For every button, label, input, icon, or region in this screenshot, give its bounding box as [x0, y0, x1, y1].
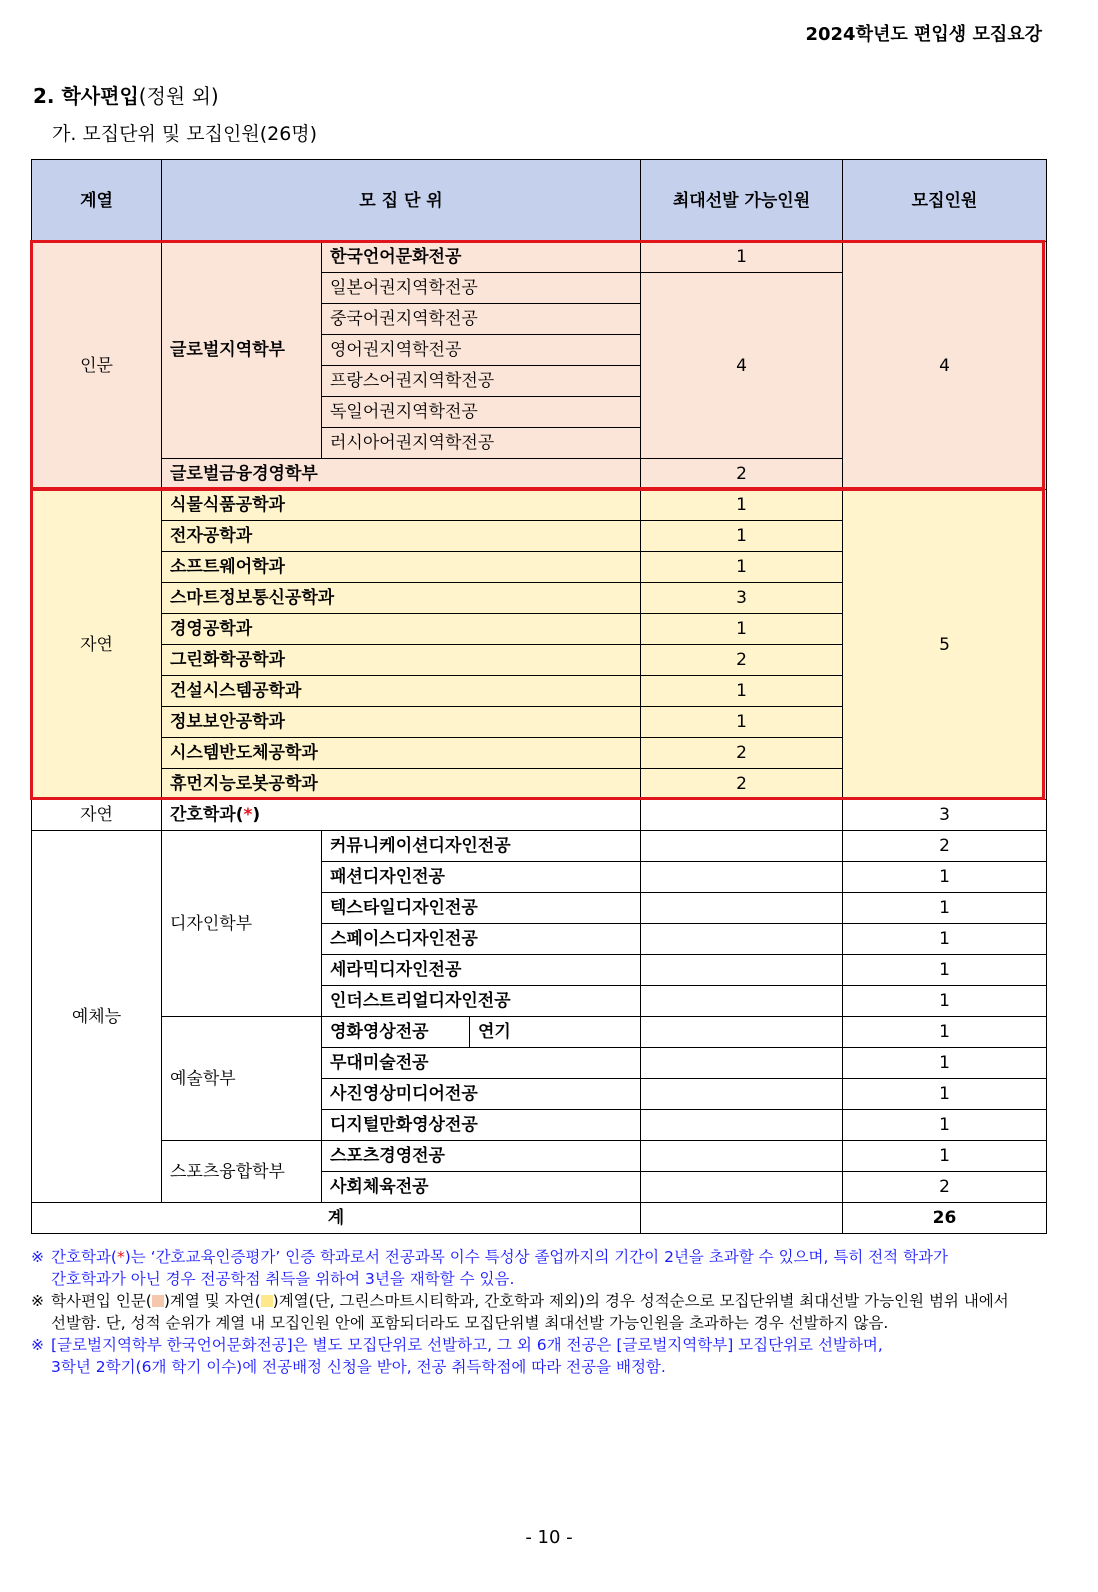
- note-mark: ※: [31, 1336, 44, 1354]
- header-unit: 모 집 단 위: [162, 160, 641, 242]
- quota-cell: 2: [843, 1172, 1047, 1203]
- header-quota: 모집인원: [843, 160, 1047, 242]
- max-select-cell: [641, 862, 843, 893]
- max-select-cell: 2: [641, 738, 843, 769]
- category-nursing: 자연: [32, 800, 162, 831]
- max-select-cell: 2: [641, 645, 843, 676]
- school-art: 예술학부: [162, 1017, 322, 1141]
- note-text: [글로벌지역학부 한국언어문화전공]은 별도 모집단위로 선발하고, 그 외 6개 전공은 [글로벌지역학부] 모집단위로 선발하며,: [51, 1336, 883, 1354]
- max-select-cell: [641, 831, 843, 862]
- total-value: 26: [843, 1203, 1047, 1234]
- max-select-cell: 1: [641, 521, 843, 552]
- max-select-cell: [641, 1203, 843, 1234]
- page-number: - 10 -: [525, 1527, 573, 1548]
- track-cell: 연기: [470, 1017, 641, 1048]
- major-cell: 무대미술전공: [322, 1048, 641, 1079]
- dept-cell: 건설시스템공학과: [162, 676, 641, 707]
- note-text: 간호학과가 아닌 경우 전공학점 취득을 위하여 3년을 재학할 수 있음.: [51, 1270, 515, 1288]
- major-cell: 스포츠경영전공: [322, 1141, 641, 1172]
- quota-cell: 1: [843, 1141, 1047, 1172]
- table-row: [32, 242, 1047, 273]
- quota-cell: 1: [843, 1110, 1047, 1141]
- section-number: 2.: [33, 84, 55, 108]
- document-header-title: 2024학년도 편입생 모집요강: [805, 24, 1042, 45]
- yellow-swatch-icon: [261, 1295, 273, 1307]
- dept-cell: 전자공학과: [162, 521, 641, 552]
- note-mark: ※: [31, 1248, 44, 1266]
- max-select-cell: 1: [641, 242, 843, 273]
- max-select-cell: [641, 1048, 843, 1079]
- max-select-cell: [641, 1172, 843, 1203]
- major-cell: 독일어권지역학전공: [322, 397, 641, 428]
- section-title: [33, 80, 219, 109]
- max-select-cell: 2: [641, 769, 843, 800]
- table-row: [32, 800, 1047, 831]
- recruitment-table: [31, 159, 1047, 1234]
- max-select-cell: 1: [641, 614, 843, 645]
- max-select-cell: [641, 1017, 843, 1048]
- max-select-cell: [641, 893, 843, 924]
- max-select-cell: [641, 800, 843, 831]
- max-select-cell: 1: [641, 676, 843, 707]
- max-select-group: 4: [641, 273, 843, 459]
- dept-cell: 휴먼지능로봇공학과: [162, 769, 641, 800]
- category-arts: 예체능: [32, 831, 162, 1203]
- quota-science: 5: [843, 490, 1047, 800]
- quota-humanities: 4: [843, 242, 1047, 490]
- table-row: [32, 831, 1047, 862]
- major-cell: 사진영상미디어전공: [322, 1079, 641, 1110]
- dept-cell: 시스템반도체공학과: [162, 738, 641, 769]
- major-cell: 일본어권지역학전공: [322, 273, 641, 304]
- dept-cell: 그린화학공학과: [162, 645, 641, 676]
- total-label: 계: [32, 1203, 641, 1234]
- quota-cell: 1: [843, 924, 1047, 955]
- major-cell: 프랑스어권지역학전공: [322, 366, 641, 397]
- quota-cell: 1: [843, 955, 1047, 986]
- max-select-cell: [641, 1141, 843, 1172]
- school-sports: 스포츠융합학부: [162, 1141, 322, 1203]
- note-nursing: [31, 1246, 1051, 1290]
- major-cell: 스페이스디자인전공: [322, 924, 641, 955]
- table-total-row: [32, 1203, 1047, 1234]
- max-select-cell: 1: [641, 707, 843, 738]
- quota-cell: 1: [843, 1048, 1047, 1079]
- pink-swatch-icon: [152, 1295, 164, 1307]
- max-select-cell: 1: [641, 490, 843, 521]
- dept-nursing: [162, 800, 641, 831]
- category-humanities: 인문: [32, 242, 162, 490]
- note-mark: ※: [31, 1292, 44, 1310]
- table-row: [32, 490, 1047, 521]
- quota-cell: 1: [843, 1017, 1047, 1048]
- table-row: [32, 1141, 1047, 1172]
- major-cell: 중국어권지역학전공: [322, 304, 641, 335]
- max-select-cell: 2: [641, 459, 843, 490]
- dept-cell: 식물식품공학과: [162, 490, 641, 521]
- asterisk-mark: *: [243, 805, 253, 825]
- category-science: 자연: [32, 490, 162, 800]
- asterisk-mark: *: [116, 1248, 125, 1266]
- school-global-regional: 글로벌지역학부: [162, 242, 322, 459]
- section-title-rest: (정원 외): [138, 84, 219, 108]
- major-cell: 사회체육전공: [322, 1172, 641, 1203]
- note-text: )는 ‘간호교육인증평가’ 인증 학과로서 전공과목 이수 특성상 졸업까지의 기간이 2년을 초과할 수 있으며, 특히 전적 학과가: [124, 1248, 949, 1266]
- dept-cell: 소프트웨어학과: [162, 552, 641, 583]
- note-text: )계열(단, 그린스마트시티학과, 간호학과 제외)의 경우 성적순으로 모집단위별 최대선발 가능인원 범위 내에서: [272, 1292, 1009, 1310]
- table-header-row: [32, 160, 1047, 242]
- quota-cell: 1: [843, 986, 1047, 1017]
- major-cell: 텍스타일디자인전공: [322, 893, 641, 924]
- quota-cell: 1: [843, 862, 1047, 893]
- major-cell: 인더스트리얼디자인전공: [322, 986, 641, 1017]
- quota-cell: 3: [843, 800, 1047, 831]
- major-cell: 영어권지역학전공: [322, 335, 641, 366]
- max-select-cell: [641, 986, 843, 1017]
- max-select-cell: [641, 1079, 843, 1110]
- note-global-regional: [31, 1334, 1051, 1378]
- nursing-close: ): [252, 805, 261, 825]
- note-text: )계열 및 자연(: [163, 1292, 261, 1310]
- section-title-bold: 학사편입: [61, 84, 139, 108]
- quota-cell: 1: [843, 1079, 1047, 1110]
- table-row: [32, 1017, 1047, 1048]
- school-design: 디자인학부: [162, 831, 322, 1017]
- max-select-cell: [641, 1110, 843, 1141]
- dept-cell: 경영공학과: [162, 614, 641, 645]
- note-text: 학사편입 인문(: [51, 1292, 152, 1310]
- max-select-cell: [641, 924, 843, 955]
- header-max-select: 최대선발 가능인원: [641, 160, 843, 242]
- header-category: 계열: [32, 160, 162, 242]
- major-cell: 한국언어문화전공: [322, 242, 641, 273]
- major-cell: 러시아어권지역학전공: [322, 428, 641, 459]
- note-text: 선발함. 단, 성적 순위가 계열 내 모집인원 안에 포함되더라도 모집단위별 최대선발 가능인원을 초과하는 경우 선발하지 않음.: [51, 1314, 889, 1332]
- quota-cell: 2: [843, 831, 1047, 862]
- max-select-cell: [641, 955, 843, 986]
- quota-cell: 1: [843, 893, 1047, 924]
- dept-cell: 스마트정보통신공학과: [162, 583, 641, 614]
- notes-section: [31, 1246, 1051, 1378]
- major-cell: 커뮤니케이션디자인전공: [322, 831, 641, 862]
- note-selection: [31, 1290, 1051, 1334]
- note-text: 3학년 2학기(6개 학기 이수)에 전공배정 신청을 받아, 전공 취득학점에 따라 전공을 배정함.: [51, 1358, 666, 1376]
- major-cell: 영화영상전공: [322, 1017, 470, 1048]
- dept-cell: 정보보안공학과: [162, 707, 641, 738]
- max-select-cell: 1: [641, 552, 843, 583]
- nursing-name: 간호학과(: [170, 805, 244, 825]
- subsection-title: 가. 모집단위 및 모집인원(26명): [52, 123, 318, 145]
- note-text: 간호학과(: [51, 1248, 117, 1266]
- major-cell: 패션디자인전공: [322, 862, 641, 893]
- major-cell: 디지털만화영상전공: [322, 1110, 641, 1141]
- major-cell: 세라믹디자인전공: [322, 955, 641, 986]
- max-select-cell: 3: [641, 583, 843, 614]
- school-finance: 글로벌금융경영학부: [162, 459, 641, 490]
